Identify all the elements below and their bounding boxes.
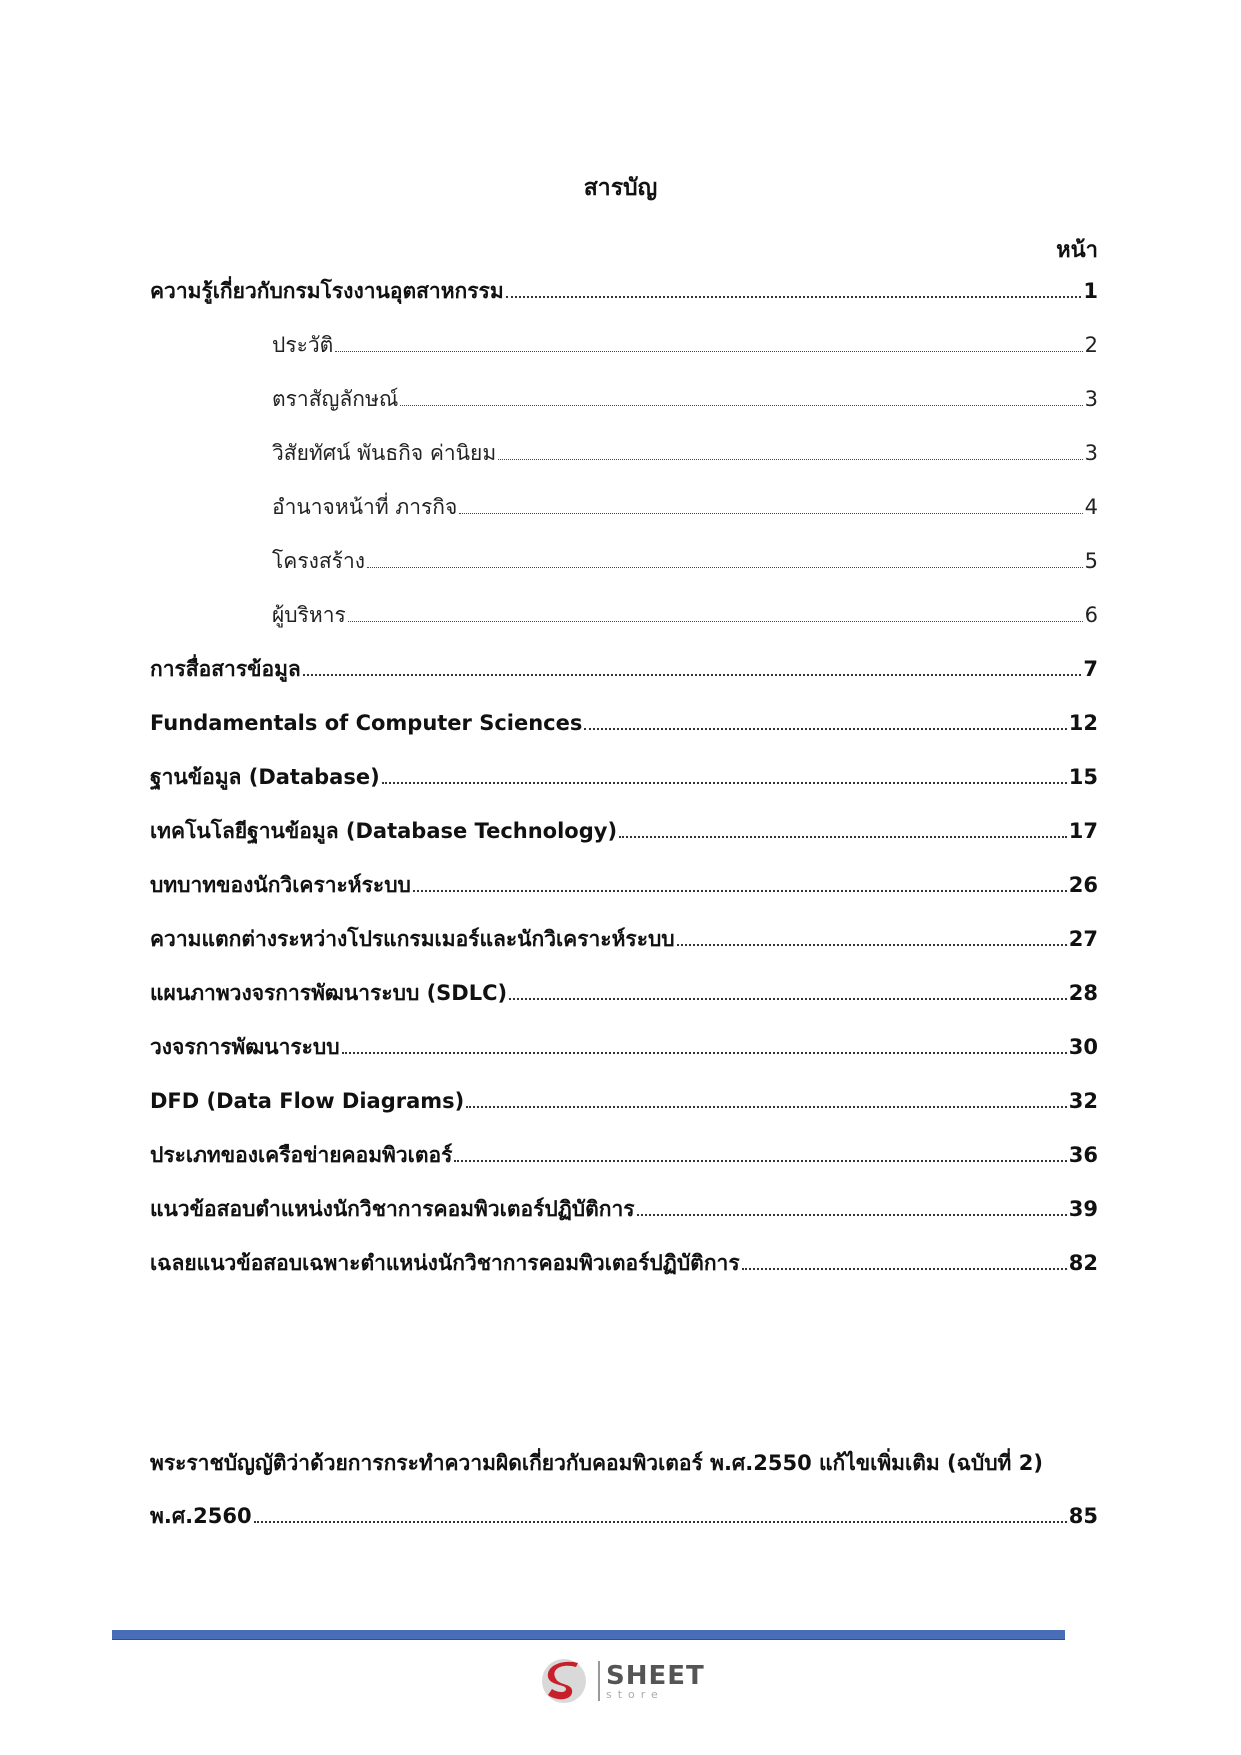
toc-entry-page: 1 bbox=[1083, 279, 1098, 303]
toc-entry[interactable] bbox=[150, 1244, 1098, 1278]
toc-leader bbox=[637, 1213, 1067, 1216]
toc-entry[interactable] bbox=[272, 488, 1098, 522]
toc-entry-page: 26 bbox=[1068, 873, 1098, 897]
toc-leader bbox=[506, 295, 1082, 298]
toc-leader bbox=[498, 458, 1082, 460]
logo-separator bbox=[598, 1661, 600, 1701]
toc-entry-page: 82 bbox=[1068, 1251, 1098, 1275]
toc-entry[interactable] bbox=[150, 920, 1098, 954]
toc-entry-text: ฐานข้อมูล (Database) bbox=[150, 765, 380, 789]
toc-entry-page: 3 bbox=[1084, 441, 1098, 465]
toc-entry-page: 4 bbox=[1084, 495, 1098, 519]
page-column-header: หน้า bbox=[1056, 238, 1098, 263]
toc-entry[interactable] bbox=[150, 1190, 1098, 1224]
toc-entry-page: 5 bbox=[1084, 549, 1098, 573]
toc-entry-page: 3 bbox=[1084, 387, 1098, 411]
toc-entry-page: 2 bbox=[1084, 333, 1098, 357]
toc-entry[interactable] bbox=[272, 326, 1098, 360]
toc-entry[interactable] bbox=[150, 1136, 1098, 1170]
toc-leader bbox=[335, 350, 1082, 352]
toc-entry-page: 17 bbox=[1068, 819, 1098, 843]
toc-entry-text: แนวข้อสอบตำแหน่งนักวิชาการคอมพิวเตอร์ปฏิบัติการ bbox=[150, 1197, 635, 1221]
toc-entry-text: ประวัติ bbox=[272, 333, 334, 357]
toc-entry-text: ความรู้เกี่ยวกับกรมโรงงานอุตสาหกรรม bbox=[150, 279, 504, 303]
toc-entry[interactable] bbox=[150, 272, 1098, 306]
toc-entry[interactable] bbox=[150, 650, 1098, 684]
toc-leader bbox=[342, 1051, 1067, 1054]
toc-entry[interactable] bbox=[272, 434, 1098, 468]
toc-entry-page: 6 bbox=[1084, 603, 1098, 627]
toc-leader bbox=[466, 1105, 1067, 1108]
toc-leader bbox=[382, 781, 1067, 784]
toc-entry[interactable] bbox=[150, 1028, 1098, 1062]
logo-subtext: store bbox=[606, 1687, 664, 1701]
toc-leader bbox=[254, 1520, 1067, 1523]
sheetstore-logo bbox=[540, 1655, 705, 1707]
toc-leader bbox=[742, 1267, 1067, 1270]
toc-leader bbox=[459, 512, 1082, 514]
toc-entry-page: 12 bbox=[1068, 711, 1098, 735]
toc-entry[interactable] bbox=[150, 1082, 1098, 1116]
toc-entry-text: Fundamentals of Computer Sciences bbox=[150, 711, 583, 735]
toc-entry-text: อำนาจหน้าที่ ภารกิจ bbox=[272, 495, 458, 519]
toc-entry-text: วงจรการพัฒนาระบบ bbox=[150, 1035, 340, 1059]
toc-entry-text: แผนภาพวงจรการพัฒนาระบบ (SDLC) bbox=[150, 981, 508, 1005]
toc-leader bbox=[303, 673, 1082, 676]
toc-leader bbox=[348, 620, 1083, 622]
toc-entry[interactable] bbox=[272, 596, 1098, 630]
toc-leader bbox=[509, 997, 1067, 1000]
toc-entry-text: เฉลยแนวข้อสอบเฉพาะตำแหน่งนักวิชาการคอมพิวเตอร์ปฏิบัติการ bbox=[150, 1251, 740, 1275]
toc-leader bbox=[454, 1159, 1066, 1162]
toc-entry-page: 15 bbox=[1068, 765, 1098, 789]
toc-entry-act[interactable] bbox=[150, 1448, 1098, 1531]
footer-rule bbox=[112, 1630, 1065, 1640]
sheetstore-logo-icon bbox=[540, 1655, 592, 1707]
toc-leader bbox=[584, 727, 1066, 730]
logo-wordmark: SHEET bbox=[606, 1660, 705, 1691]
toc-entry-page: 36 bbox=[1068, 1143, 1098, 1167]
toc-entry[interactable] bbox=[272, 380, 1098, 414]
toc-leader bbox=[619, 835, 1067, 838]
toc-entry-text: ผู้บริหาร bbox=[272, 603, 346, 627]
toc-entry[interactable] bbox=[150, 758, 1098, 792]
toc-leader bbox=[367, 566, 1083, 568]
toc-entry-text: บทบาทของนักวิเคราะห์ระบบ bbox=[150, 873, 411, 897]
toc-entry-page: 27 bbox=[1068, 927, 1098, 951]
toc-entry-text: ตราสัญลักษณ์ bbox=[272, 387, 399, 411]
toc-leader bbox=[400, 404, 1082, 406]
toc-entry-page: 39 bbox=[1068, 1197, 1098, 1221]
toc-entry-text: วิสัยทัศน์ พันธกิจ ค่านิยม bbox=[272, 441, 497, 465]
toc-entry[interactable] bbox=[150, 974, 1098, 1008]
toc-entry-text-line1: พระราชบัญญัติว่าด้วยการกระทำความผิดเกี่ยวกับคอมพิวเตอร์ พ.ศ.2550 แก้ไขเพิ่มเติม (ฉบับที่ 2) bbox=[150, 1451, 1043, 1475]
toc-entry-text: โครงสร้าง bbox=[272, 549, 366, 573]
toc-entry-page: 30 bbox=[1068, 1035, 1098, 1059]
toc-leader bbox=[413, 889, 1067, 892]
toc-entry-text-line2: พ.ศ.2560 bbox=[150, 1504, 252, 1528]
toc-leader bbox=[677, 943, 1067, 946]
page-title: สารบัญ bbox=[583, 175, 658, 201]
toc-entry[interactable] bbox=[150, 704, 1098, 738]
toc-entry-text: การสื่อสารข้อมูล bbox=[150, 657, 301, 681]
toc-entry-page: 28 bbox=[1068, 981, 1098, 1005]
toc-entry[interactable] bbox=[150, 866, 1098, 900]
toc-entry-page: 85 bbox=[1068, 1504, 1098, 1528]
toc-entry-text: DFD (Data Flow Diagrams) bbox=[150, 1089, 465, 1113]
toc-entry-text: เทคโนโลยีฐานข้อมูล (Database Technology) bbox=[150, 819, 618, 843]
toc-entry-page: 32 bbox=[1068, 1089, 1098, 1113]
toc-entry-text: ความแตกต่างระหว่างโปรแกรมเมอร์และนักวิเคราะห์ระบบ bbox=[150, 927, 675, 951]
toc-entry-page: 7 bbox=[1083, 657, 1098, 681]
toc-entry-text: ประเภทของเครือข่ายคอมพิวเตอร์ bbox=[150, 1143, 453, 1167]
toc-entry[interactable] bbox=[272, 542, 1098, 576]
toc-entry[interactable] bbox=[150, 812, 1098, 846]
